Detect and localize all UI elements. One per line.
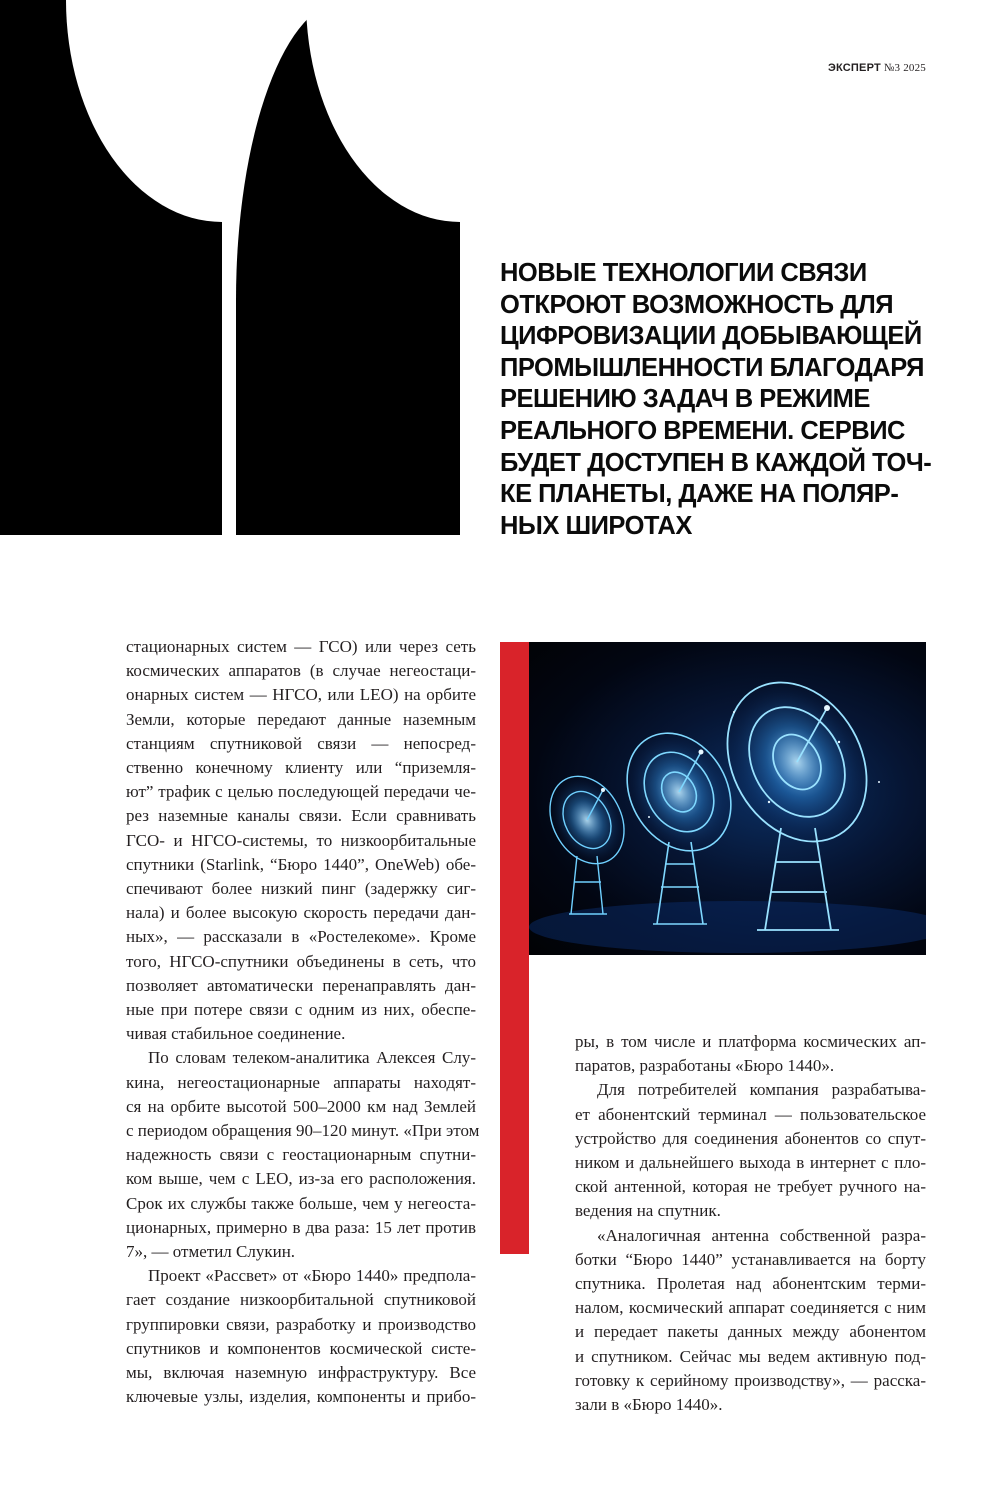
text-line: устройство для соединения абонентов со спут- — [575, 1128, 926, 1148]
pull-quote-line: ОТКРОЮТ ВОЗМОЖНОСТЬ ДЛЯ — [500, 290, 894, 319]
text-line: гает создание низкоорбитальной спутниковой — [126, 1290, 476, 1310]
text-line: космических аппаратов (в случае негеостаци- — [126, 661, 476, 681]
text-line: ры, в том числе и платформа космических ап- — [575, 1032, 926, 1051]
satellite-dishes-illustration — [529, 642, 926, 955]
text-line: ником и дальнейшего выхода в интернет с пло- — [575, 1153, 926, 1173]
pull-quote-line: ЦИФРОВИЗАЦИИ ДОБЫВАЮЩЕЙ — [500, 322, 922, 351]
text-line: и передает пакеты данных между абонентом — [575, 1322, 926, 1342]
text-line: спутников и компонентов космической систе- — [126, 1338, 476, 1358]
text-line: ской антенной, которая не требует ручного на- — [575, 1177, 926, 1197]
text-line: ционарных, примерно в два раза: 15 лет против — [126, 1217, 476, 1237]
text-line: «Аналогичная антенна собственной разра- — [597, 1225, 926, 1245]
magazine-name: ЭКСПЕРТ — [827, 62, 881, 74]
text-line: мы, включая наземную инфраструктуру. Все — [126, 1363, 476, 1383]
text-line: группировки связи, разработку и производство — [126, 1314, 476, 1334]
text-line: с периодом обращения 90–120 минут. «При этом — [126, 1121, 480, 1141]
text-line: кина, негеостационарные аппараты находят- — [126, 1072, 476, 1092]
text-line: ет абонентский терминал — пользовательское — [575, 1104, 926, 1124]
text-line: зали в «Бюро 1440». — [575, 1395, 723, 1415]
pull-quote-line: КЕ ПЛАНЕТЫ, ДАЖЕ НА ПОЛЯР- — [500, 480, 899, 509]
issue-number: №3 2025 — [883, 62, 926, 74]
text-line: ведения на спутник. — [575, 1201, 721, 1221]
text-line: спутника. Пролетая над абонентским терми- — [575, 1274, 926, 1294]
text-line: ные при потере связи с одним из них, обеспе- — [126, 1000, 476, 1020]
text-line: станциям спутниковой связи — непосред- — [126, 733, 476, 753]
text-line: онарных систем — НГСО, или LEO) на орбите — [126, 685, 476, 705]
text-line: рез наземные каналы связи. Если сравнивать — [126, 806, 476, 826]
pull-quote-line: ПРОМЫШЛЕННОСТИ БЛАГОДАРЯ — [500, 353, 924, 382]
text-line: Для потребителей компания разрабатыва- — [597, 1080, 926, 1100]
text-line: спутники (Starlink, “Бюро 1440”, OneWeb) обе- — [126, 854, 476, 874]
text-line: ственно конечному клиенту или “приземля- — [126, 758, 476, 778]
text-line: нала) и более высокую скорость передачи дан- — [126, 903, 476, 923]
text-line: и спутником. Сейчас мы ведем активную под- — [575, 1346, 926, 1366]
text-line: ком выше, чем с LEO, из-за его расположения. — [126, 1169, 476, 1189]
text-line: По словам телеком-аналитика Алексея Слу- — [148, 1048, 476, 1068]
text-line: чивая стабильное соединение. — [126, 1024, 346, 1044]
dish-small — [535, 763, 638, 914]
text-line: ГСО- и НГСО-системы, то низкоорбитальные — [126, 830, 476, 850]
text-line: готовку к серийному производству», — расска- — [575, 1370, 926, 1390]
text-line: ботки “Бюро 1440” устанавливается на борту — [575, 1249, 926, 1269]
text-line: того, НГСО-спутники объединены в сеть, что — [126, 951, 476, 971]
article-column-right — [575, 1030, 926, 1417]
text-line: ключевые узлы, изделия, компоненты и прибо- — [126, 1387, 476, 1407]
text-line: надежность связи с геостационарным спутни- — [126, 1145, 476, 1165]
text-line: позволяет автоматически перенаправлять дан- — [126, 975, 476, 995]
text-line: Проект «Рассвет» от «Бюро 1440» предпола- — [148, 1266, 476, 1286]
text-line: 7», — отметил Слукин. — [126, 1242, 296, 1262]
text-line: налом, космический аппарат соединяется с ним — [575, 1298, 926, 1318]
pull-quote-line: РЕАЛЬНОГО ВРЕМЕНИ. СЕРВИС — [500, 416, 905, 445]
pull-quote-line: НЫХ ШИРОТАХ — [500, 511, 692, 540]
text-line: стационарных систем — ГСО) или через сеть — [126, 637, 476, 656]
text-line: Земли, которые передают данные наземным — [126, 709, 476, 729]
text-line: ных», — рассказали в «Ростелекоме». Кроме — [126, 927, 476, 947]
text-line: ют” трафик с целью последующей передачи че- — [126, 782, 476, 802]
satellite-dishes-photo — [529, 642, 926, 955]
pull-quote-line: РЕШЕНИЮ ЗАДАЧ В РЕЖИМЕ — [500, 385, 870, 414]
red-accent-bar — [500, 642, 529, 1254]
text-line: паратов, разработаны «Бюро 1440». — [575, 1056, 835, 1076]
article-column-left — [126, 635, 480, 1410]
text-line: Срок их службы также больше, чем у негеоста- — [126, 1193, 476, 1213]
text-line: ся на орбите высотой 500–2000 км над Землей — [126, 1096, 476, 1116]
running-header — [828, 62, 926, 74]
pull-quote-line: НОВЫЕ ТЕХНОЛОГИИ СВЯЗИ — [500, 259, 867, 287]
pull-quote — [500, 258, 932, 542]
pull-quote-line: БУДЕТ ДОСТУПЕН В КАЖДОЙ ТОЧ- — [500, 448, 932, 477]
text-line: спечивают более низкий пинг (задержку сиг- — [126, 879, 476, 899]
